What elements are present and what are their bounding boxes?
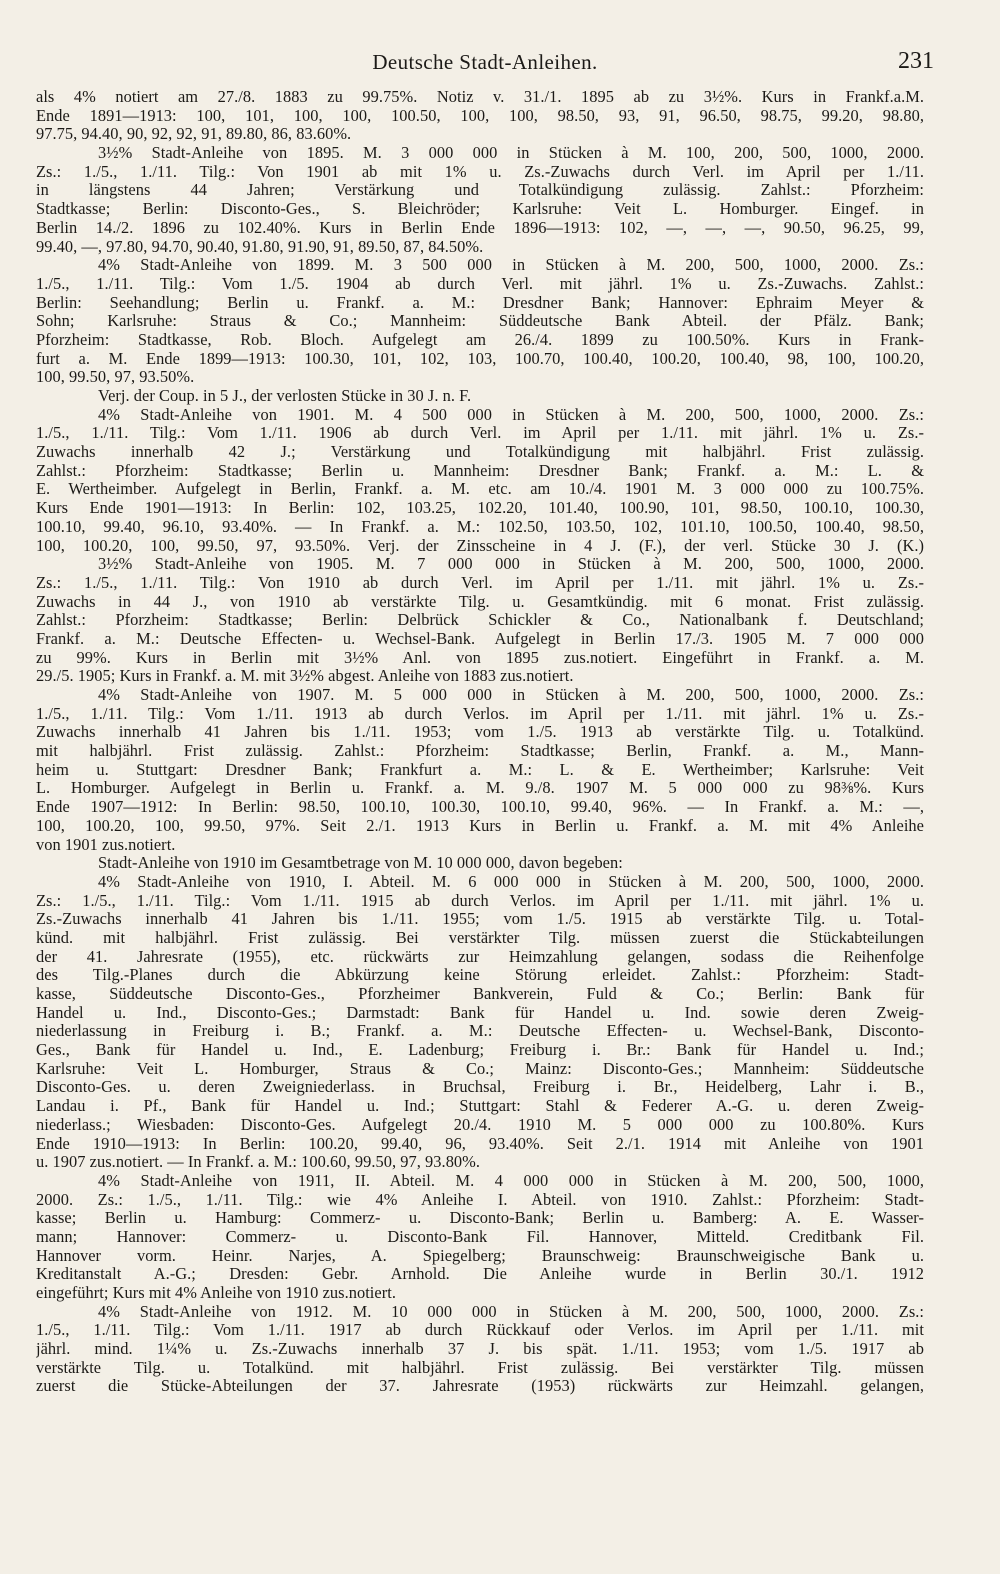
text-line: 4% Stadt-Anleihe von 1912. M. 10 000 000 in Stücken à M. 200, 500, 1000, 2000. Zs.:: [98, 1302, 924, 1321]
text-line: mann; Hannover: Commerz- u. Disconto-Bank Fil. Hannover, Mitteld. Creditbank Fil.: [36, 1227, 924, 1246]
text-line: Karlsruhe: Veit L. Homburger, Straus & Co.; Mainz: Disconto-Ges.; Mannheim: Süddeutsche: [36, 1059, 924, 1078]
text-line: Sohn; Karlsruhe: Straus & Co.; Mannheim: Süddeutsche Bank Abteil. der Pfälz. Bank;: [36, 312, 924, 331]
text-line: Stadtkasse; Berlin: Disconto-Ges., S. Bleichröder; Karlsruhe: Veit L. Homburger. Eingef. in: [36, 200, 924, 219]
text-line: des Tilg.-Planes durch die Abkürzung keine Störung erleidet. Zahlst.: Pforzheim: Stadt-: [36, 966, 924, 985]
text-line: zuerst die Stücke-Abteilungen der 37. Jahresrate (1953) rückwärts zur Heimzahl. gelangen,: [36, 1377, 924, 1396]
text-line: 2000. Zs.: 1./5., 1./11. Tilg.: wie 4% Anleihe I. Abteil. von 1910. Zahlst.: Pforzheim: Stadt-: [36, 1190, 924, 1209]
text-line: E. Wertheimber. Aufgelegt in Berlin, Frankf. a. M. etc. am 10./4. 1901 M. 3 000 000 zu 100.75%.: [36, 480, 924, 499]
text-line: 4% Stadt-Anleihe von 1901. M. 4 500 000 in Stücken à M. 200, 500, 1000, 2000. Zs.:: [98, 405, 924, 424]
text-line: niederlass.; Wiesbaden: Disconto-Ges. Aufgelegt 20./4. 1910 M. 5 000 000 zu 100.80%. Kurs: [36, 1115, 924, 1134]
text-line: 4% Stadt-Anleihe von 1911, II. Abteil. M. 4 000 000 in Stücken à M. 200, 500, 1000,: [98, 1171, 924, 1190]
text-line: Berlin 14./2. 1896 zu 102.40%. Kurs in Berlin Ende 1896—1913: 102, —, —, —, 90.50, 96.25, 99,: [36, 218, 924, 237]
text-line: Stadt-Anleihe von 1910 im Gesamtbetrage von M. 10 000 000, davon begeben:: [98, 854, 623, 873]
text-line: Kurs Ende 1901—1913: In Berlin: 102, 103.25, 102.20, 101.40, 100.90, 101, 98.50, 100.10, 100.30,: [36, 499, 924, 518]
text-line: Zahlst.: Pforzheim: Stadtkasse; Berlin u. Mannheim: Dresdner Bank; Frankf. a. M.: L. &: [36, 461, 924, 480]
text-line: Handel u. Ind., Disconto-Ges.; Darmstadt: Bank für Handel u. Ind. sowie deren Zweig-: [36, 1003, 924, 1022]
text-line: kasse; Berlin u. Hamburg: Commerz- u. Disconto-Bank; Berlin u. Bamberg: A. E. Wasser-: [36, 1209, 924, 1228]
text-line: 100, 100.20, 100, 99.50, 97%. Seit 2./1. 1913 Kurs in Berlin u. Frankf. a. M. mit 4% Anleihe: [36, 816, 924, 835]
text-line: als 4% notiert am 27./8. 1883 zu 99.75%. Notiz v. 31./1. 1895 ab zu 3½%. Kurs in Frankf.a.M.: [36, 88, 924, 106]
text-line: 1./5., 1./11. Tilg.: Vom 1./5. 1904 ab durch Verl. mit jährl. 1% u. Zs.-Zuwachs. Zahlst.:: [36, 274, 924, 293]
text-line: 4% Stadt-Anleihe von 1899. M. 3 500 000 in Stücken à M. 200, 500, 1000, 2000. Zs.:: [98, 256, 924, 275]
text-line: Ende 1891—1913: 100, 101, 100, 100, 100.50, 100, 100, 98.50, 93, 91, 96.50, 98.75, 99.20, 98.80,: [36, 106, 924, 125]
text-line: Zuwachs innerhalb 42 J.; Verstärkung und Totalkündigung mit halbjährl. Frist zulässig.: [36, 443, 924, 462]
text-line: Kreditanstalt A.-G.; Dresden: Gebr. Arnhold. Die Anleihe wurde in Berlin 30./1. 1912: [36, 1265, 924, 1284]
page-header: [36, 50, 934, 78]
text-line: Ges., Bank für Handel u. Ind., E. Ladenburg; Freiburg i. Br.: Bank für Handel u. Ind.;: [36, 1041, 924, 1060]
text-line: Zs.: 1./5., 1./11. Tilg.: Vom 1./11. 1915 ab durch Verlos. im April per 1./11. mit jährl. 1% u.: [36, 891, 924, 910]
text-line: Zahlst.: Pforzheim: Stadtkasse; Berlin: Delbrück Schickler & Co., Nationalbank f. Deutschland;: [36, 611, 924, 630]
text-line: Verj. der Coup. in 5 J., der verlosten Stücke in 30 J. n. F.: [98, 387, 472, 405]
text-line: heim u. Stuttgart: Dresdner Bank; Frankfurt a. M.: L. & E. Wertheimber; Karlsruhe: Veit: [36, 760, 924, 779]
text-line: 4% Stadt-Anleihe von 1910, I. Abteil. M. 6 000 000 in Stücken à M. 200, 500, 1000, 2000.: [98, 872, 924, 891]
text-line: Berlin: Seehandlung; Berlin u. Frankf. a. M.: Dresdner Bank; Hannover: Ephraim Meyer &: [36, 293, 924, 312]
text-line: Zs.-Zuwachs innerhalb 41 Jahren bis 1./11. 1955; vom 1./5. 1915 ab verstärkte Tilg. u. Total-: [36, 910, 924, 929]
text-line: von 1901 zus.notiert.: [36, 835, 176, 854]
text-line: Ende 1910—1913: In Berlin: 100.20, 99.40, 96, 93.40%. Seit 2./1. 1914 mit Anleihe von 1901: [36, 1134, 924, 1153]
page-number: 231: [898, 48, 934, 74]
text-line: Hannover vorm. Heinr. Narjes, A. Spiegelberg; Braunschweig: Braunschweigische Bank u.: [36, 1246, 924, 1265]
text-line: 99.40, —, 97.80, 94.70, 90.40, 91.80, 91.90, 91, 89.50, 87, 84.50%.: [36, 237, 484, 256]
text-line: Zuwachs innerhalb 41 Jahren bis 1./11. 1953; vom 1./5. 1913 ab verstärkte Tilg. u. Totalkünd.: [36, 723, 924, 742]
text-line: 4% Stadt-Anleihe von 1907. M. 5 000 000 in Stücken à M. 200, 500, 1000, 2000. Zs.:: [98, 686, 924, 704]
text-line: verstärkte Tilg. u. Totalkünd. mit halbjährl. Frist zulässig. Bei verstärkter Tilg. müssen: [36, 1358, 924, 1377]
text-line: Zs.: 1./5., 1./11. Tilg.: Von 1901 ab mit 1% u. Zs.-Zuwachs durch Verl. im April per 1./11.: [36, 162, 924, 181]
running-title: Deutsche Stadt-Anleihen.: [372, 50, 598, 74]
text-line: 1./5., 1./11. Tilg.: Vom 1./11. 1917 ab durch Rückkauf oder Verlos. im April per 1./11. mit: [36, 1321, 924, 1340]
text-line: 1./5., 1./11. Tilg.: Vom 1./11. 1913 ab durch Verlos. im April per 1./11. mit jährl. 1% u. Zs.-: [36, 704, 924, 723]
text-line: 97.75, 94.40, 90, 92, 92, 91, 89.80, 86, 83.60%.: [36, 125, 352, 144]
text-line: 100, 99.50, 97, 93.50%.: [36, 368, 195, 387]
text-line: 3½% Stadt-Anleihe von 1905. M. 7 000 000 in Stücken à M. 200, 500, 1000, 2000.: [98, 555, 924, 574]
text-line: 100, 100.20, 100, 99.50, 97, 93.50%. Verj. der Zinsscheine in 4 J. (F.), der verl. Stücke 30 J. (K.): [36, 536, 924, 555]
text-line: kasse, Süddeutsche Disconto-Ges., Pforzheimer Bankverein, Fuld & Co.; Berlin: Bank für: [36, 985, 924, 1003]
text-line: Pforzheim: Stadtkasse, Rob. Bloch. Aufgelegt am 26./4. 1899 zu 100.50%. Kurs in Frank-: [36, 330, 924, 349]
text-line: niederlassung in Freiburg i. B.; Frankf. a. M.: Deutsche Effecten- u. Wechsel-Bank, Disconto-: [36, 1022, 924, 1041]
text-line: zu 99%. Kurs in Berlin mit 3½% Anl. von 1895 zus.notiert. Eingeführt in Frankf. a. M.: [36, 648, 924, 667]
text-line: furt a. M. Ende 1899—1913: 100.30, 101, 102, 103, 100.70, 100.40, 100.20, 100.40, 98, 100, 100.20,: [36, 349, 924, 368]
text-line: eingeführt; Kurs mit 4% Anleihe von 1910 zus.notiert.: [36, 1284, 396, 1302]
text-line: der 41. Jahresrate (1955), etc. rückwärts zur Heimzahlung gelangen, sodass die Reihenfolge: [36, 947, 924, 966]
body-text: [36, 88, 924, 1396]
text-line: Disconto-Ges. u. deren Zweigniederlass. in Bruchsal, Freiburg i. Br., Heidelberg, Lahr i. B.,: [36, 1078, 924, 1097]
text-line: Zs.: 1./5., 1./11. Tilg.: Von 1910 ab durch Verl. im April per 1./11. mit jährl. 1% u. Zs.-: [36, 573, 924, 592]
text-line: Zuwachs in 44 J., von 1910 ab verstärkte Tilg. u. Gesamtkündig. mit 6 monat. Frist zulässig.: [36, 592, 924, 611]
text-line: 3½% Stadt-Anleihe von 1895. M. 3 000 000 in Stücken à M. 100, 200, 500, 1000, 2000.: [98, 144, 924, 163]
text-line: u. 1907 zus.notiert. — In Frankf. a. M.: 100.60, 99.50, 97, 93.80%.: [36, 1153, 481, 1172]
text-line: jährl. mind. 1¼% u. Zs.-Zuwachs innerhalb 37 J. bis spät. 1./11. 1953; vom 1./5. 1917 ab: [36, 1340, 924, 1359]
text-line: in längstens 44 Jahren; Verstärkung und Totalkündigung zulässig. Zahlst.: Pforzheim:: [36, 181, 924, 200]
text-line: Landau i. Pf., Bank für Handel u. Ind.; Stuttgart: Stahl & Federer A.-G. u. deren Zweig-: [36, 1097, 924, 1116]
text-line: 29./5. 1905; Kurs in Frankf. a. M. mit 3½% abgest. Anleihe von 1883 zus.notiert.: [36, 667, 574, 686]
text-line: 100.10, 99.40, 96.10, 93.40%. — In Frankf. a. M.: 102.50, 103.50, 102, 101.10, 100.50, 100.40, 98.50,: [36, 517, 924, 536]
text-line: künd. mit halbjährl. Frist zulässig. Bei verstärkter Tilg. müssen zuerst die Stückabteilungen: [36, 928, 924, 947]
text-line: Frankf. a. M.: Deutsche Effecten- u. Wechsel-Bank. Aufgelegt in Berlin 17./3. 1905 M. 7 000 000: [36, 629, 924, 648]
text-line: L. Homburger. Aufgelegt in Berlin u. Frankf. a. M. 9./8. 1907 M. 5 000 000 zu 98⅜%. Kurs: [36, 779, 924, 798]
text-line: mit halbjährl. Frist zulässig. Zahlst.: Pforzheim: Stadtkasse; Berlin, Frankf. a. M., Mann-: [36, 742, 924, 761]
text-line: 1./5., 1./11. Tilg.: Vom 1./11. 1906 ab durch Verl. im April per 1./11. mit jährl. 1% u. Zs.-: [36, 424, 924, 443]
text-line: Ende 1907—1912: In Berlin: 98.50, 100.10, 100.30, 100.10, 99.40, 96%. — In Frankf. a. M.: —,: [36, 798, 924, 817]
